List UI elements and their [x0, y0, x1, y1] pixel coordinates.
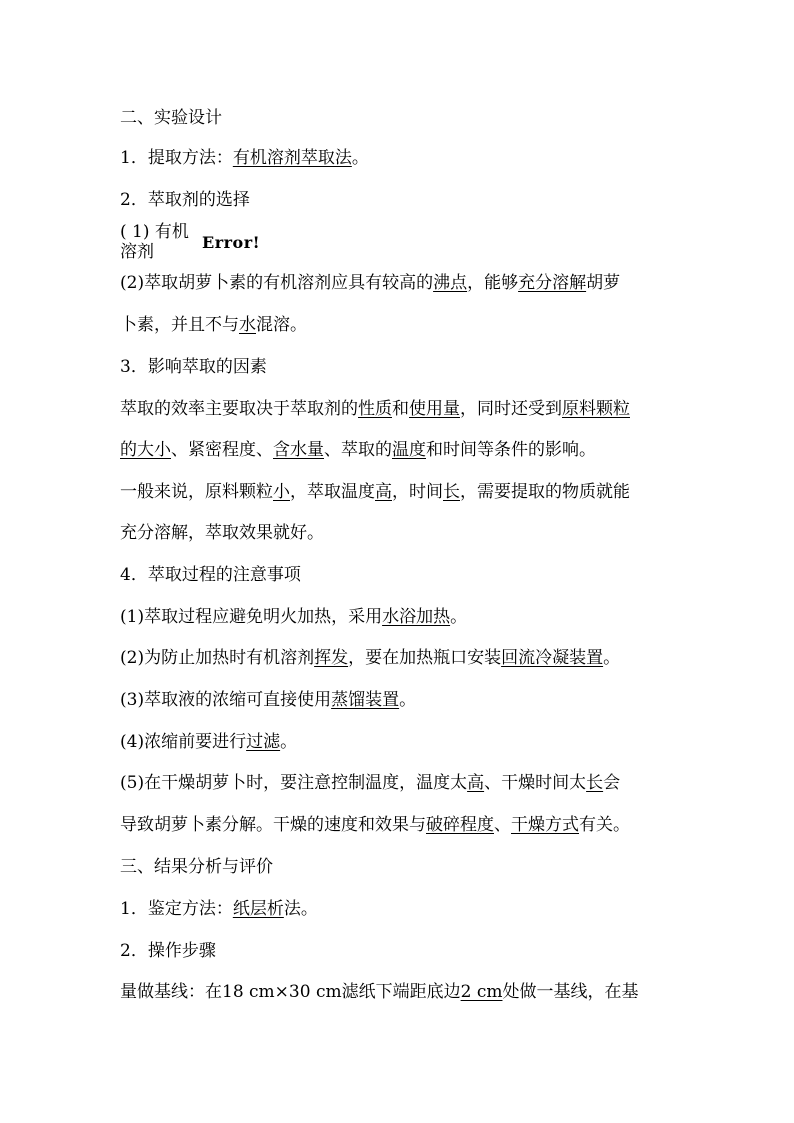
answer-underlined: 干燥方式: [511, 815, 579, 835]
precaution-item-4: [120, 730, 297, 754]
answer-underlined: 小: [273, 482, 290, 502]
text: (5)在干燥胡萝卜时，要注意控制温度，温度太: [120, 773, 468, 793]
paragraph-line: 充分溶解，萃取效果就好。: [120, 523, 324, 543]
text: 一般来说，原料颗粒: [120, 482, 273, 502]
answer-underlined: 温度: [392, 440, 426, 460]
answer-underlined: 原料颗粒: [562, 399, 630, 419]
text: 。: [450, 607, 468, 627]
section-heading-result: 三、结果分析与评价: [120, 857, 273, 877]
answer-underlined: 含水量: [273, 440, 324, 460]
precautions-heading: 4．萃取过程的注意事项: [120, 565, 301, 585]
paragraph-line: [120, 313, 307, 337]
precaution-item-5: [120, 771, 620, 795]
field-error: Error!: [202, 233, 261, 252]
text: (3)萃取液的浓缩可直接使用: [120, 690, 332, 710]
precaution-item-3: [120, 688, 416, 712]
answer-underlined: 水浴加热: [382, 607, 451, 627]
text: ，时间: [392, 482, 443, 502]
text: ，同时还受到: [460, 399, 562, 419]
paragraph-line: [120, 813, 630, 837]
text: 和: [392, 399, 409, 419]
text: 。: [351, 148, 369, 168]
answer-underlined: 高: [467, 773, 485, 793]
answer-underlined: 长: [443, 482, 460, 502]
paragraph-line: [120, 980, 638, 1004]
answer-underlined: 纸层析: [232, 899, 284, 919]
text: 会: [603, 773, 621, 793]
answer-underlined: 有机溶剂萃取法: [232, 148, 352, 168]
text: 。: [603, 648, 621, 668]
fraction-bottom: 溶剂: [120, 242, 154, 262]
answer-underlined: 沸点: [433, 273, 468, 293]
text: 卜素，并且不与: [120, 315, 239, 335]
answer-underlined: 长: [586, 773, 604, 793]
answer-underlined: 回流冷凝装置: [501, 648, 604, 668]
paragraph-line: [120, 438, 596, 462]
text: 、萃取的: [324, 440, 392, 460]
identification-method-line: [120, 897, 318, 921]
text: 法。: [283, 899, 318, 919]
text: (1)萃取过程应避免明火加热，采用: [120, 607, 383, 627]
answer-underlined: 破碎程度: [426, 815, 494, 835]
text: (2)萃取胡萝卜素的有机溶剂应具有较高的: [120, 273, 434, 293]
text: (4)浓缩前要进行: [120, 732, 247, 752]
answer-underlined: 使用量: [409, 399, 460, 419]
text: 。: [399, 690, 417, 710]
extractant-selection-heading: 2．萃取剂的选择: [120, 190, 250, 210]
section-heading-design: 二、实验设计: [120, 108, 222, 128]
answer-underlined: 水: [239, 315, 256, 335]
text: 。: [280, 732, 298, 752]
text: ，要在加热瓶口安装: [348, 648, 502, 668]
factors-heading: 3．影响萃取的因素: [120, 357, 267, 377]
text: 、干燥时间太: [484, 773, 587, 793]
text: 萃取的效率主要取决于萃取剂的: [120, 399, 358, 419]
precaution-item-2: [120, 646, 620, 670]
answer-underlined: 充分溶解: [518, 273, 587, 293]
text: 处做一基线，在基: [502, 982, 639, 1002]
answer-underlined: 2 cm: [460, 982, 503, 1002]
paragraph-line: [120, 480, 630, 504]
procedure-heading: 2．操作步骤: [120, 941, 216, 961]
answer-underlined: 过滤: [246, 732, 281, 752]
text: 有关。: [579, 815, 630, 835]
answer-underlined: 高: [375, 482, 392, 502]
answer-underlined: 性质: [358, 399, 392, 419]
text: 和时间等条件的影响。: [426, 440, 596, 460]
text: ，能够: [467, 273, 519, 293]
text: 胡萝: [586, 273, 621, 293]
answer-underlined: 蒸馏装置: [331, 690, 400, 710]
paragraph-line: [120, 271, 620, 295]
precaution-item-1: [120, 605, 467, 629]
text: 、紧密程度、: [171, 440, 273, 460]
fraction-top: ( 1) 有机: [120, 222, 189, 242]
answer-underlined: 挥发: [314, 648, 349, 668]
text: (2)为防止加热时有机溶剂: [120, 648, 315, 668]
text: 量做基线：在18 cm×30 cm滤纸下端距底边: [120, 982, 461, 1002]
organic-solvent-fraction: [120, 222, 320, 264]
text: 导致胡萝卜素分解。干燥的速度和效果与: [120, 815, 426, 835]
answer-underlined: 的大小: [120, 440, 171, 460]
text: 混溶。: [256, 315, 307, 335]
extraction-method-line: [120, 146, 369, 170]
text: 1．鉴定方法：: [120, 899, 233, 919]
paragraph-line: [120, 397, 630, 421]
text: ，萃取温度: [290, 482, 375, 502]
text: ，需要提取的物质就能: [460, 482, 630, 502]
text: 、: [494, 815, 511, 835]
text: 1．提取方法：: [120, 148, 233, 168]
